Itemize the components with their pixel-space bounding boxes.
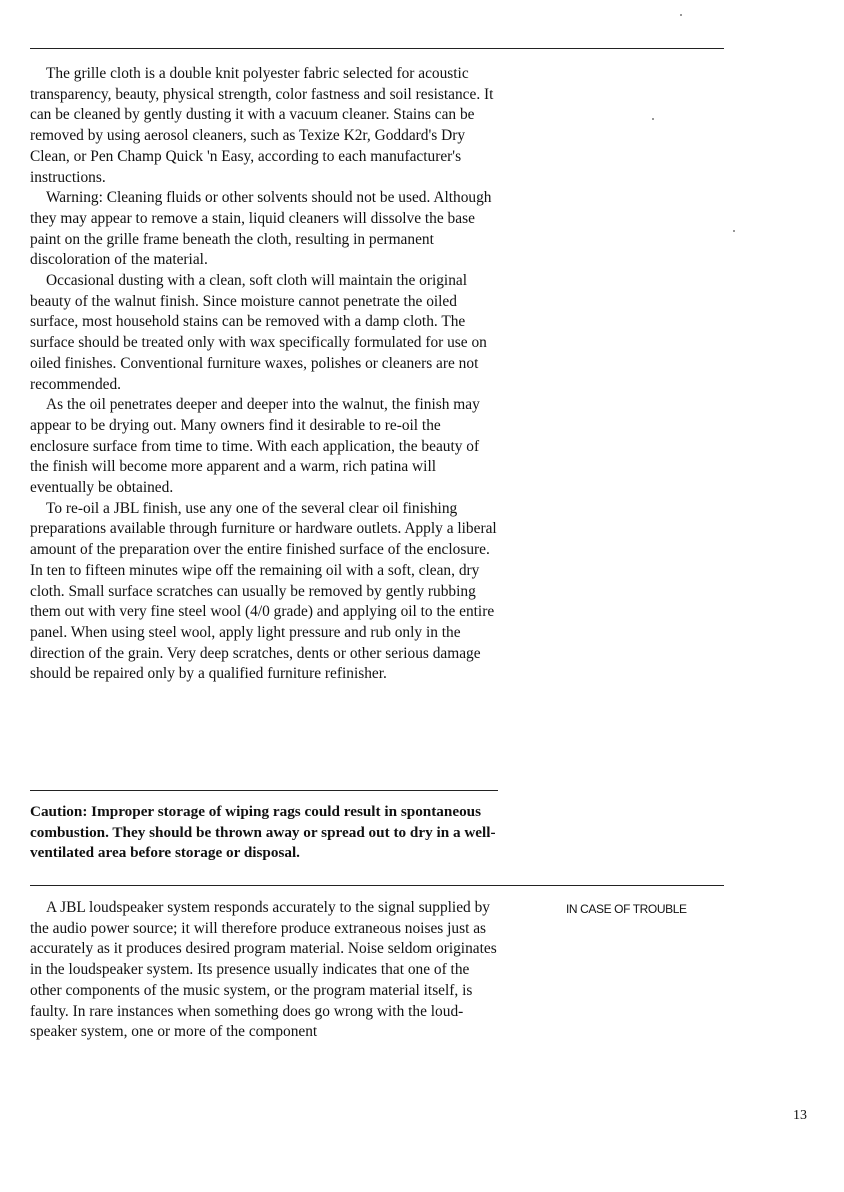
caution-bottom-rule [30, 885, 724, 886]
page-number: 13 [793, 1108, 807, 1123]
paragraph-re-oil-desirable: As the oil penetrates deeper and deeper into the walnut, the finish may appear to be drying out. Many owners find it desirable to re-oil the enclosure surface from time to time. With each application, the beauty of the finish will become more apparent and a warm, rich patina will eventually be obtained. [30, 396, 480, 497]
caution-top-rule [30, 790, 498, 791]
paragraph-re-oil-procedure: To re-oil a JBL finish, use any one of the several clear oil finishing preparations available through furniture or hardware outlets. Apply a liberal amount of the preparation over the entire finished surface of the enclosure. In ten to fifteen minutes wipe off the remaining oil with a soft, clean, dry cloth. Small surface scratches can usually be removed by gently rubbing them out with very fine steel wool (4/0 grade) and applying oil to the entire panel. When using steel wool, apply light pressure and rub only in the direction of the grain. Very deep scratches, dents or other serious damage should be repaired only by a qualified furniture refinisher. [30, 499, 497, 683]
scan-speck [680, 14, 682, 16]
caution-notice [30, 802, 498, 864]
caution-text: Caution: Improper storage of wiping rags could result in spontaneous combustion. They should be thrown away or spread out to dry in a well-ventilated area before storage or disposal. [30, 803, 496, 861]
section-heading-in-case-of-trouble: IN CASE OF TROUBLE [566, 902, 687, 916]
top-rule [30, 48, 724, 49]
trouble-text-column [30, 898, 498, 1043]
maintenance-text-column [30, 64, 498, 685]
scan-speck [652, 118, 654, 120]
paragraph-in-case-of-trouble: A JBL loudspeaker system responds accurately to the signal supplied by the audio power source; it will therefore produce extraneous noises just as accurately as it produces desired program material. Noise seldom originates in the loudspeaker system. Its presence usually indicates that one of the other components of the music system, or the program material itself, is faulty. In rare instances when something does go wrong with the loud-speaker system, one or more of the component [30, 899, 497, 1041]
paragraph-walnut-finish: Occasional dusting with a clean, soft cloth will maintain the original beauty of the walnut finish. Since moisture cannot penetrate the oiled surface, most household stains can be removed with a damp cloth. The surface should be treated only with wax specifically formulated for use on oiled finishes. Conventional furniture waxes, polishes or cleaners are not recommended. [30, 272, 487, 393]
scan-speck [733, 230, 735, 232]
paragraph-warning: Warning: Cleaning fluids or other solvents should not be used. Although they may appear to remove a stain, liquid cleaners will dissolve the base paint on the grille frame beneath the cloth, resulting in permanent discoloration of the material. [30, 189, 492, 269]
paragraph-grille-cloth: The grille cloth is a double knit polyester fabric selected for acoustic transparency, beauty, physical strength, color fastness and soil resistance. It can be cleaned by gently dusting it with a vacuum cleaner. Stains can be removed by using aerosol cleaners, such as Texize K2r, Goddard's Dry Clean, or Pen Champ Quick 'n Easy, according to each manufacturer's instructions. [30, 65, 494, 186]
